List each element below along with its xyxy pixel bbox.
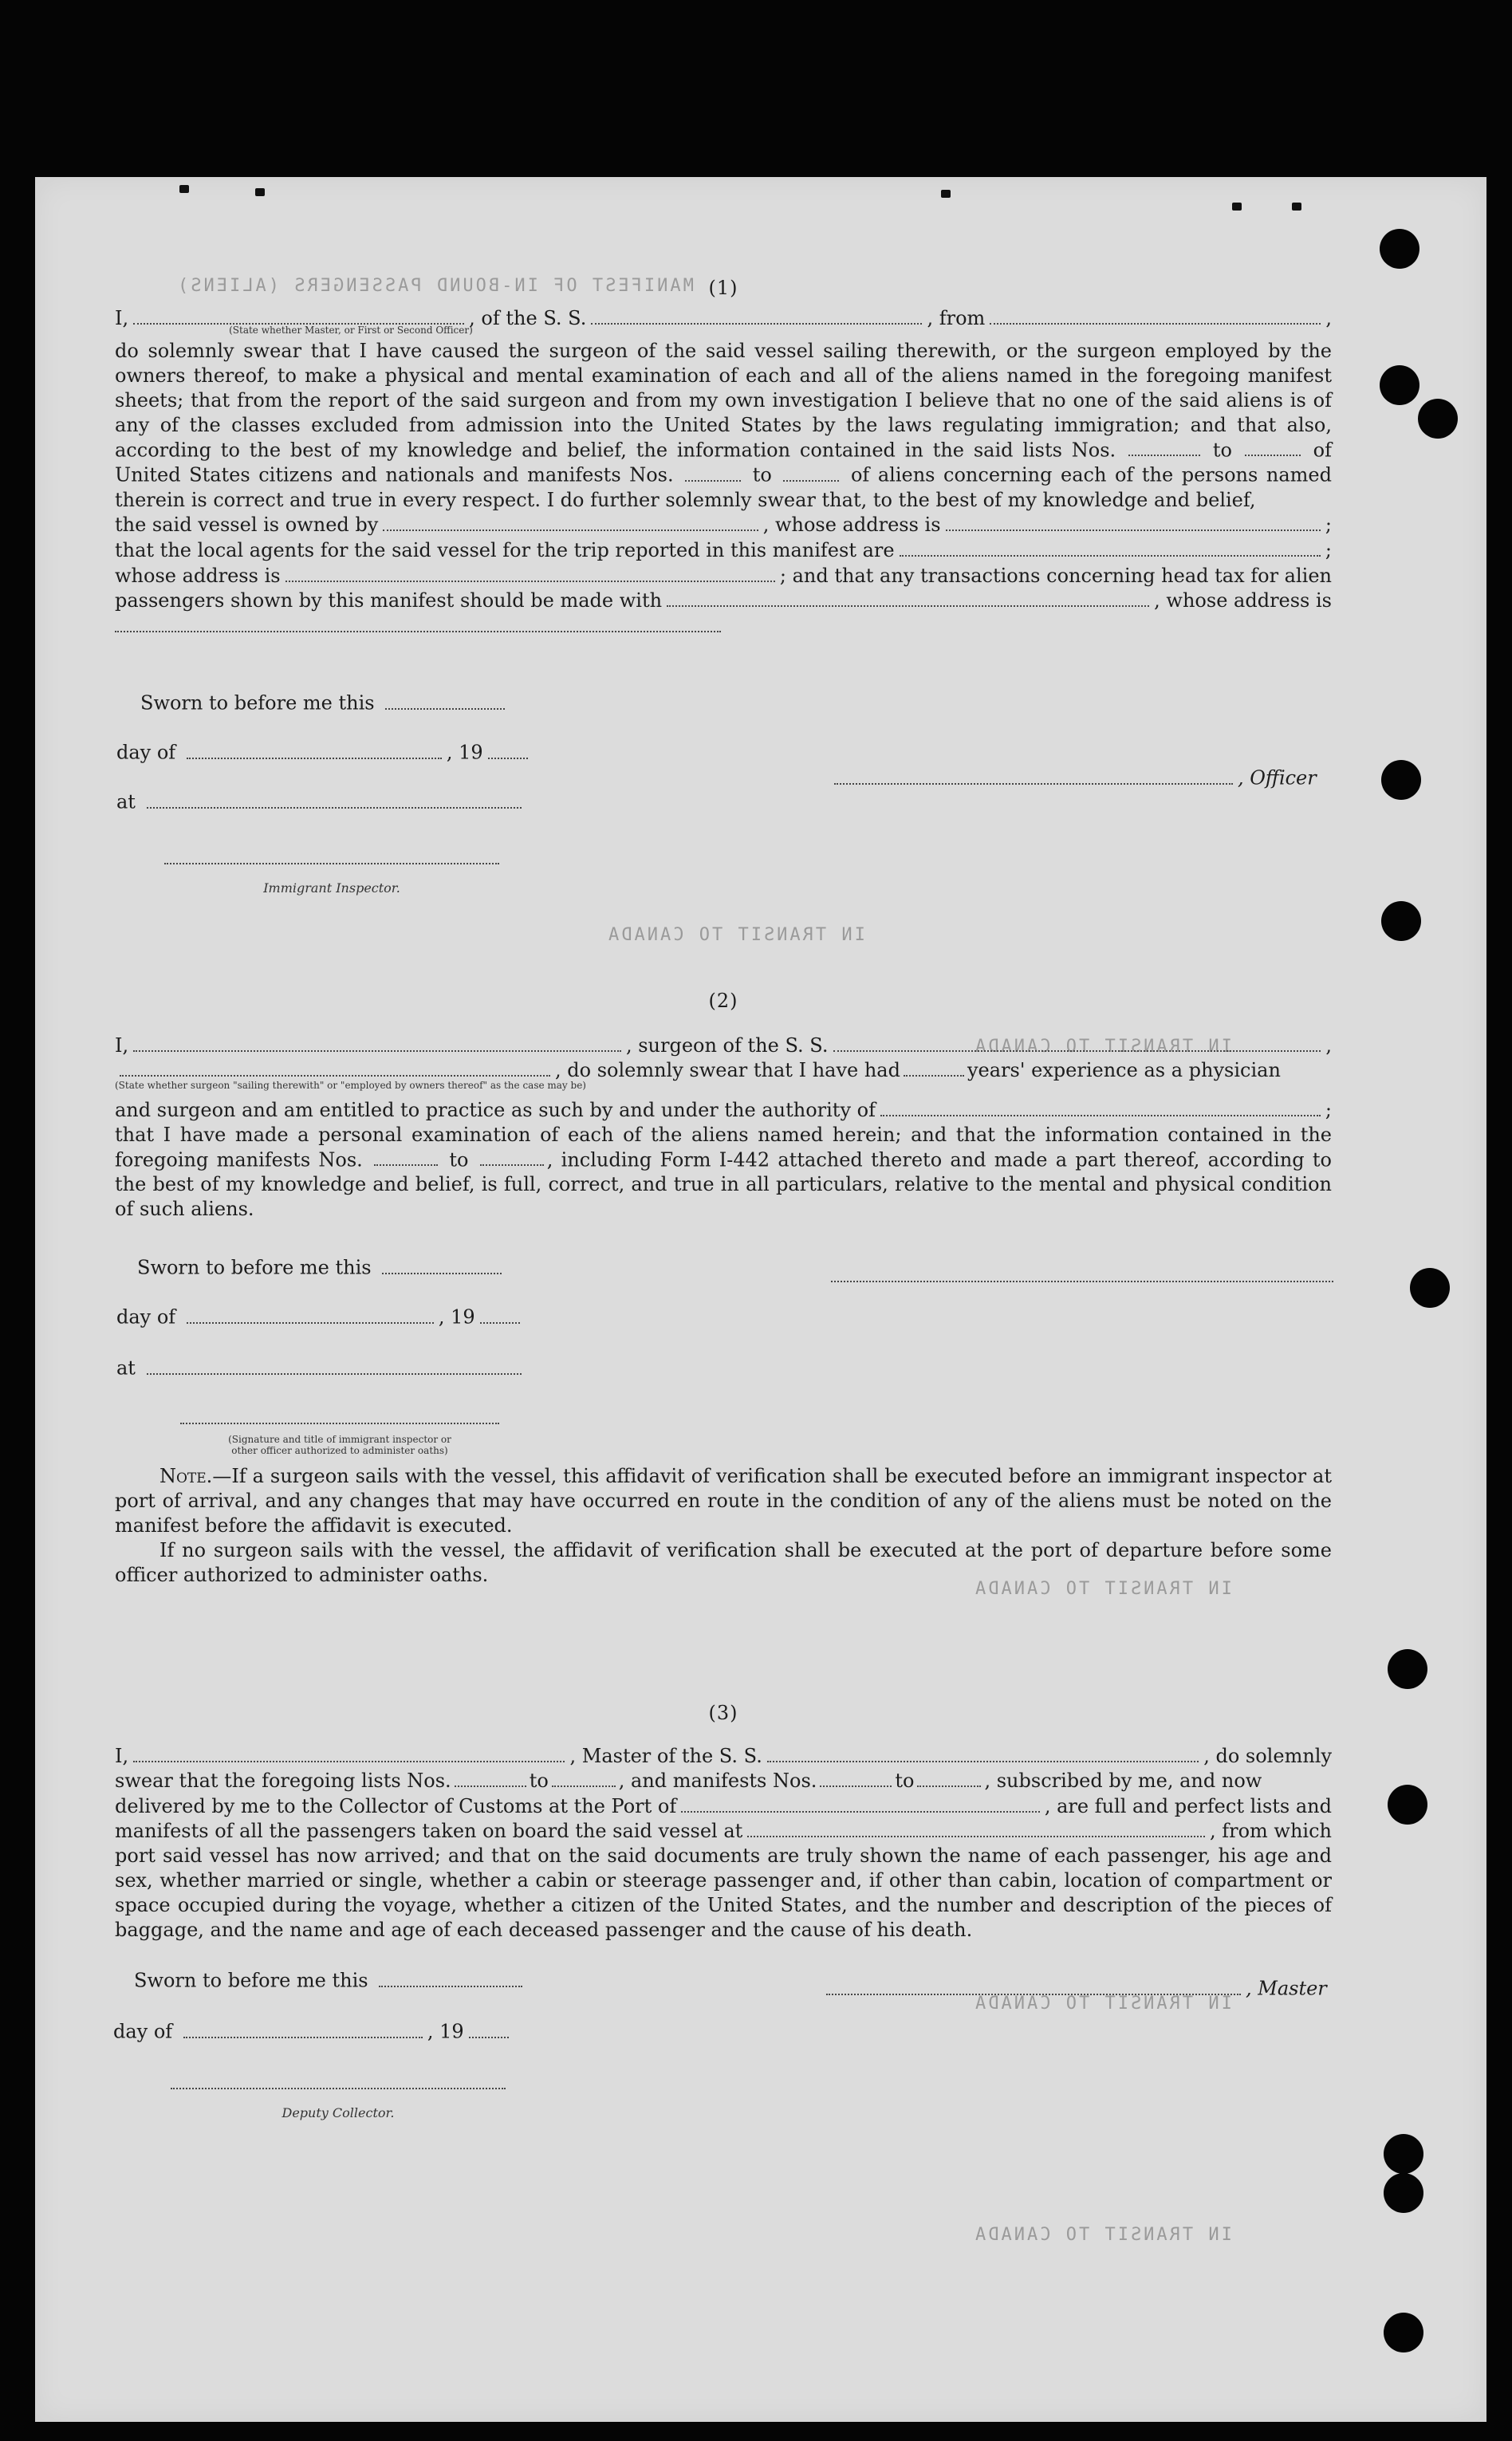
year-blank[interactable] [469, 2019, 509, 2038]
text: Sworn to before me this [134, 1969, 368, 1992]
note-text: —If a surgeon sails with the vessel, this affidavit of verification shall be executed before an immigrant inspector at port of arrival, and any changes that may have occurred en route in the condition of any of the aliens must be noted on the manifest before the affidavit is executed. [115, 1465, 1332, 1537]
manifest-no-blank[interactable] [917, 1769, 981, 1788]
text: swear that the foregoing lists Nos. [115, 1770, 451, 1793]
place-blank[interactable] [147, 789, 522, 809]
address-blank[interactable] [115, 613, 721, 632]
text: I, [115, 306, 129, 329]
inspector-line [159, 845, 504, 900]
manifest-no-blank[interactable] [820, 1769, 892, 1788]
list-no-blank[interactable] [552, 1769, 616, 1788]
surgeon-signature-blank[interactable] [831, 1263, 1333, 1282]
text: to [895, 1770, 915, 1793]
place-blank[interactable] [147, 1356, 522, 1375]
collector-line [166, 2070, 510, 2125]
caption: Immigrant Inspector. [263, 880, 400, 896]
vessel-name-blank[interactable] [591, 305, 922, 325]
text: ; and that any transactions concerning head tax for alien [779, 564, 1332, 587]
text: , from [927, 306, 986, 329]
note-label: Note. [159, 1465, 213, 1487]
oath-text: , including Form I-442 attached thereto and made a part thereof, according to the best of my knowledge and belief, is full, correct, and true in all particulars, relative to the mental and physical condition of such aliens. [115, 1148, 1333, 1221]
caption: other officer authorized to administer oaths) [231, 1444, 448, 1456]
sworn-block-3 [134, 1968, 527, 1994]
text: manifests of all the passengers taken on board the said vessel at [115, 1820, 743, 1843]
agents-address-blank[interactable] [285, 563, 775, 582]
text: day of [116, 1305, 176, 1329]
bleed-through: MANIFEST OF IN-BOUND PASSENGERS (ALIENS) [175, 276, 694, 296]
oath-text: of aliens concerning each of the persons named therein is correct and true in every respect. I do further solemnly swear that, to the best of my knowledge and belief, [115, 463, 1332, 511]
list-no-blank[interactable] [455, 1769, 526, 1788]
bleed-through: IN TRANSIT TO CANADA [973, 1037, 1232, 1057]
text: whose address is [115, 564, 281, 587]
year-blank[interactable] [488, 740, 528, 759]
officer-signature-blank[interactable] [834, 766, 1233, 785]
text: , 19 [427, 2020, 464, 2043]
bleed-through: IN TRANSIT TO CANADA [606, 925, 865, 945]
years-blank[interactable] [904, 1058, 964, 1077]
vessel-name-blank[interactable] [767, 1743, 1199, 1762]
text: , do solemnly [1203, 1744, 1333, 1767]
day-line-2 [116, 1305, 525, 1330]
at-line-1 [116, 789, 526, 815]
note [115, 1464, 1332, 1588]
binder-hole [1380, 365, 1419, 405]
date-blank[interactable] [385, 691, 505, 710]
inspector-signature-blank[interactable] [164, 845, 499, 864]
note-text: If no surgeon sails with the vessel, the affidavit of verification shall be executed at the port of departure before some officer authorized to administer oaths. [115, 1539, 1332, 1586]
binder-hole [1384, 2313, 1423, 2352]
bleed-through: IN TRANSIT TO CANADA [973, 2225, 1232, 2245]
master-line [821, 1976, 1327, 2002]
binder-hole [1380, 229, 1419, 269]
binder-hole [1388, 1649, 1427, 1689]
oath-text: that I have made a personal examination of each of the aliens named herein; and that the information contained in the foregoing manifests Nos. [115, 1123, 1332, 1171]
section-1: (1) I, (State whether Master, or First or Second Officer) , of the S. S. , from , do solemnly swear that I have caused the surgeon of the said vessel sailing therewith, or the surgeon employed by the owners thereof, to make a physical and mental examination of each and all of the aliens named in the foregoing manifest sheets; that from the report of the said surgeon and from my own investigation I believe that no one of the said aliens is of any of the classes excluded from admission into the United States by the laws regulating immigration; and that also, according to the best of my knowledge and belief, the information contained in the said lists Nos. to of United States citizens and nationals and manifests Nos. to of aliens concerning each of the persons named therein is correct and true in every respect. I do further solemnly swear that, to the best of my knowledge and belief, the said vessel is owned by , whose address is ; that the local agents for the said vessel for the trip reported in this manifest are ; whose address is ; and that any transactions concerning head tax for alien passengers shown by this manifest should be made with , whose address is [115, 276, 1332, 632]
manifest-no-blank[interactable] [480, 1148, 544, 1167]
section-2: (2) I, , surgeon of the S. S. , , do solemnly swear that I have had years' experience as a physician (State whether surgeon "sailing therewith" or "employed by owners thereof" as the case may be) and surgeon and am entitled to practice as such by and under the authority of ; that I have made a personal examination of each of the aliens named herein; and that the information contained in the foregoing manifests Nos. to , including Form I-442 attached thereto and made a part thereof, according to the best of my knowledge and belief, is full, correct, and true in all particulars, relative to the mental and physical condition of such aliens. [115, 990, 1333, 1221]
caption: (State whether Master, or First or Second Officer) [229, 325, 473, 336]
text: , surgeon of the S. S. [625, 1033, 829, 1057]
surgeon-status-blank[interactable] [120, 1058, 550, 1077]
head-tax-contact-blank[interactable] [667, 589, 1149, 608]
manifest-no-blank[interactable] [374, 1148, 438, 1167]
speck [1232, 203, 1242, 211]
binder-hole [1384, 2134, 1423, 2174]
text: delivered by me to the Collector of Customs at the Port of [115, 1794, 677, 1817]
text: and surgeon and am entitled to practice as such by and under the authority of [115, 1098, 876, 1121]
text: I, [115, 1033, 129, 1057]
text: the said vessel is owned by [115, 514, 379, 537]
text: day of [116, 741, 176, 764]
authority-blank[interactable] [880, 1097, 1321, 1116]
sworn-block-2 [137, 1255, 506, 1281]
speck [1292, 203, 1301, 211]
binder-hole [1410, 1268, 1450, 1308]
text: Sworn to before me this [140, 691, 375, 715]
manifest-no-blank[interactable] [783, 463, 839, 482]
surgeon-name-blank[interactable] [133, 1033, 621, 1052]
at-line-2 [116, 1356, 526, 1381]
text: passengers shown by this manifest should be made with [115, 589, 663, 612]
text: , 19 [446, 741, 483, 764]
administrator-line [175, 1405, 504, 1456]
binder-hole [1418, 399, 1458, 439]
text: , Master of the S. S. [569, 1744, 762, 1767]
text: , of the S. S. [469, 306, 587, 329]
text: to [1212, 439, 1232, 462]
list-no-blank[interactable] [1128, 438, 1200, 457]
local-agents-blank[interactable] [900, 537, 1321, 557]
binder-hole [1388, 1785, 1427, 1825]
port-blank[interactable] [681, 1793, 1040, 1813]
caption: (Signature and title of immigrant inspector or [228, 1433, 451, 1445]
section-number: (1) [708, 277, 738, 299]
oath-text: of United States citizens and nationals and manifests Nos. [115, 439, 1333, 486]
text: that the local agents for the said vessel for the trip reported in this manifest are [115, 538, 895, 561]
section-number: (2) [708, 990, 738, 1012]
text: years' experience as a physician [967, 1059, 1281, 1082]
from-port-blank[interactable] [990, 305, 1321, 325]
text: , do solemnly swear that I have had [555, 1059, 900, 1082]
sworn-block-1 [140, 691, 510, 716]
text: , 19 [438, 1305, 475, 1329]
text: , subscribed by me, and now [984, 1770, 1262, 1793]
date-blank[interactable] [382, 1255, 502, 1274]
text: to [529, 1770, 549, 1793]
text: , Master [1246, 1977, 1327, 2000]
administrator-signature-blank[interactable] [180, 1405, 499, 1424]
text: , whose address is [1154, 589, 1332, 612]
text: , from which [1209, 1820, 1332, 1843]
officer-line [829, 766, 1317, 791]
year-blank[interactable] [480, 1305, 520, 1324]
text: , whose address is [762, 514, 941, 537]
master-name-blank[interactable] [133, 1743, 565, 1762]
text: , and manifests Nos. [618, 1770, 817, 1793]
day-blank[interactable] [187, 740, 442, 759]
speck [255, 188, 265, 196]
speck [179, 185, 189, 193]
oath-text: port said vessel has now arrived; and that on the said documents are truly shown the name of each passenger, his age and sex, whether married or single, whether a cabin or steerage passenger and, if other than cabin, location of compartment or space occupied during the voyage, whether a citizen of the United States, and the number and description of the pieces of baggage, and the name and age of each deceased passenger and the cause of his death. [115, 1845, 1332, 1942]
day-blank[interactable] [187, 1305, 434, 1324]
owner-address-blank[interactable] [946, 513, 1321, 532]
text: at [116, 790, 136, 813]
section-number: (3) [708, 1702, 738, 1724]
date-blank[interactable] [379, 1968, 522, 1987]
caption: Deputy Collector. [282, 2104, 395, 2120]
master-signature-blank[interactable] [826, 1976, 1241, 1995]
bleed-through: IN TRANSIT TO CANADA [973, 1579, 1232, 1599]
vessel-name-blank[interactable] [833, 1033, 1321, 1052]
manifest-no-blank[interactable] [685, 463, 741, 482]
bleed-through: IN TRANSIT TO CANADA [973, 1994, 1232, 2014]
text: I, [115, 1744, 129, 1767]
caption: (State whether surgeon "sailing therewith" or "employed by owners thereof" as the case may be) [115, 1080, 586, 1092]
master-name-blank[interactable] [133, 305, 473, 336]
day-line-3 [113, 2019, 514, 2045]
surgeon-signature-line [826, 1263, 1338, 1289]
day-line-1 [116, 740, 533, 766]
text: to [449, 1148, 469, 1171]
binder-hole [1381, 901, 1421, 941]
oath-text: do solemnly swear that I have caused the surgeon of the said vessel sailing therewith, or the surgeon employed by the owners thereof, to make a physical and mental examination of each and all of the aliens named in the foregoing manifest sheets; that from the report of the said surgeon and from my own investigation I believe that no one of the said aliens is of any of the classes excluded from admission into the United States by the laws regulating immigration; and that also, according to the best of my knowledge and belief, the information contained in the said lists Nos. [115, 339, 1332, 462]
list-no-blank[interactable] [1245, 438, 1301, 457]
day-blank[interactable] [183, 2019, 423, 2038]
speck [941, 190, 951, 198]
collector-signature-blank[interactable] [171, 2070, 506, 2089]
binder-hole [1381, 760, 1421, 800]
binder-hole [1384, 2173, 1423, 2213]
text: day of [113, 2020, 173, 2043]
text: at [116, 1356, 136, 1380]
embark-port-blank[interactable] [747, 1819, 1205, 1838]
text: to [752, 463, 772, 486]
text: , Officer [1238, 766, 1317, 789]
text: , are full and perfect lists and [1044, 1794, 1332, 1817]
text: Sworn to before me this [137, 1256, 372, 1279]
section-3 [115, 1701, 1332, 1943]
owner-blank[interactable] [383, 513, 758, 532]
